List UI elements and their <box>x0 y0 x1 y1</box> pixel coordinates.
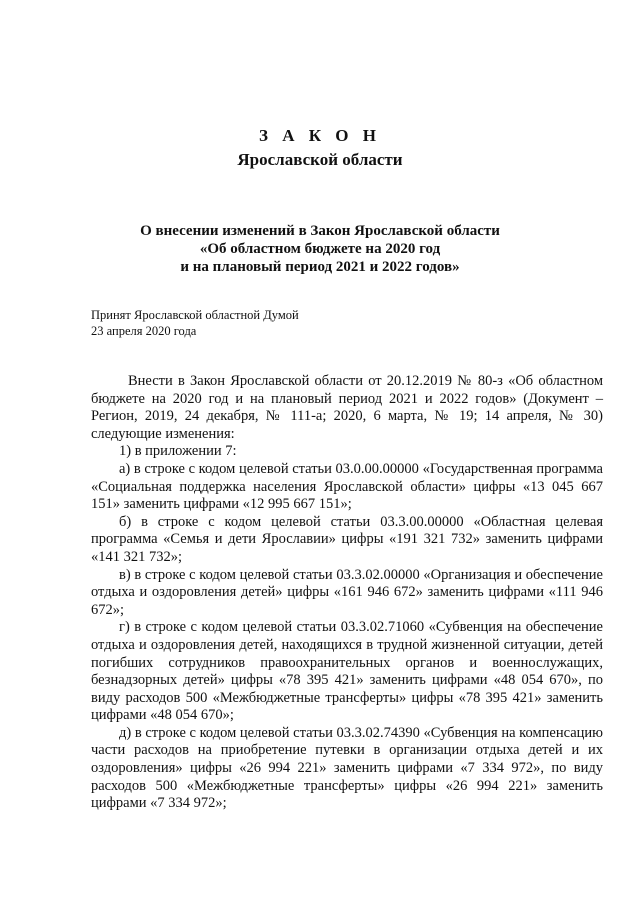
law-heading <box>0 222 640 276</box>
adopted-by: Принят Ярославской областной Думой <box>91 308 299 322</box>
adoption-info <box>91 307 299 339</box>
law-region: Ярославской области <box>237 150 403 169</box>
intro-paragraph: Внести в Закон Ярославской области от 20.12.2019 № 80-з «Об областном бюджете на 2020 год и на плановый период 2021 и 2022 годов» (Документ – Регион, 2019, 24 декабря, № 111-а; 2020, 6 марта, № 19; 14 апреля, № 30) следующие изменения: <box>91 373 603 442</box>
heading-line: «Об областном бюджете на 2020 год <box>199 241 441 257</box>
list-item: г) в строке с кодом целевой статьи 03.3.02.71060 «Субвенция на обеспечение отдыха и оздоровления детей, находящихся в трудной жизненной ситуации, детей погибших сотрудников правоохранительных органов и военнослужащих, безнадзорных детей» цифры «78 395 421» заменить цифрами «48 054 670», по виду расходов 500 «Межбюджетные трансферты» цифры «78 395 421» заменить цифрами «48 054 670»; <box>91 619 603 724</box>
list-item: а) в строке с кодом целевой статьи 03.0.00.00000 «Государственная программа «Социальная поддержка населения Ярославской области» цифры «13 045 667 151» заменить цифрами «12 995 667 151»; <box>91 460 603 513</box>
law-body <box>91 373 603 813</box>
heading-line: О внесении изменений в Закон Ярославской области <box>140 223 500 239</box>
list-item: 1) в приложении 7: <box>119 443 237 460</box>
list-item: в) в строке с кодом целевой статьи 03.3.02.00000 «Организация и обеспечение отдыха и оздоровления детей» цифры «161 946 672» заменить цифрами «111 946 672»; <box>91 566 603 618</box>
list-item: д) в строке с кодом целевой статьи 03.3.02.74390 «Субвенция на компенсацию части расходов на приобретение путевки в организации отдыха детей и их оздоровления» цифры «26 994 221» заменить цифрами «7 334 972», по виду расходов 500 «Межбюджетные трансферты» цифры «26 994 221» заменить цифрами «7 334 972»; <box>91 724 603 812</box>
list-item: б) в строке с кодом целевой статьи 03.3.00.00000 «Областная целевая программа «Семья и дети Ярославии» цифры «191 321 732» заменить цифрами «141 321 732»; <box>91 513 603 565</box>
law-title: З А К О Н <box>258 126 382 145</box>
heading-line: и на плановый период 2021 и 2022 годов» <box>180 259 460 275</box>
adopted-date: 23 апреля 2020 года <box>91 324 197 338</box>
